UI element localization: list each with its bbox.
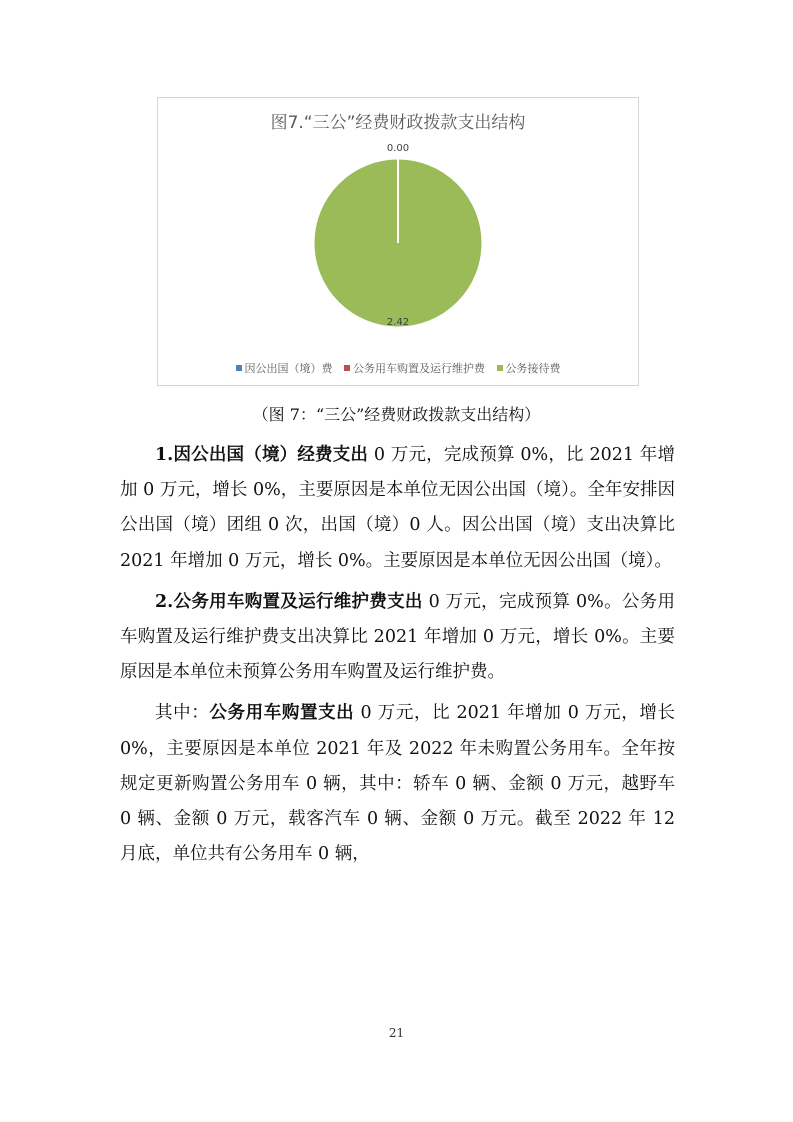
paragraph-heading: 1.因公出国（境）经费支出 — [155, 445, 369, 465]
legend-item-reception — [497, 360, 561, 376]
chart-title: 图7.“三公”经费财政拨款支出结构 — [270, 113, 526, 133]
paragraph-body: 0 万元，完成预算 0%，比 2021 年增加 0 万元，增长 0%，主要原因是本单位无因公出国（境）。全年安排因公出国（境）团组 0 次，出国（境）0 人。因公出国（境）支出决算比 2021 年增加 0 万元，增长 0%。主要原因是本单位无因公出国（境）。 — [120, 445, 675, 571]
pie-chart — [158, 98, 638, 385]
data-label-top: 0.00 — [386, 143, 410, 154]
paragraph-heading: 公务用车购置支出 — [209, 703, 355, 724]
body-text — [120, 438, 675, 872]
chart-legend — [158, 360, 638, 376]
legend-label: 因公出国（境）费 — [244, 362, 333, 375]
chart-container — [157, 97, 639, 386]
paragraph-heading: 2.公务用车购置及运行维护费支出 — [155, 591, 423, 612]
figure-caption: （图 7：“三公”经费财政拨款支出结构） — [252, 405, 541, 424]
legend-item-travel — [236, 360, 333, 376]
paragraph-vehicle-expense — [120, 585, 675, 691]
data-label-bottom: 2.42 — [386, 317, 410, 328]
paragraph-prefix: 其中： — [155, 703, 210, 724]
legend-swatch — [497, 365, 503, 371]
paragraph-travel-expense — [120, 438, 675, 579]
paragraph-vehicle-purchase — [120, 696, 675, 872]
legend-label: 公务接待费 — [505, 362, 561, 375]
paragraph-body: 0 万元，比 2021 年增加 0 万元，增长 0%，主要原因是本单位 2021 年及 2022 年未购置公务用车。全年按规定更新购置公务用车 0 辆，其中：轿车 0 辆、金额 0 万元，越野车 0 辆、金额 0 万元，载客汽车 0 辆、金额 0 万元。截至 2022 年 12 月底，单位共有公务用车 0 辆， — [120, 703, 676, 865]
legend-swatch — [236, 365, 242, 371]
legend-swatch — [344, 365, 350, 371]
paragraph-body: 0 万元，完成预算 0%。公务用车购置及运行维护费支出决算比 2021 年增加 0 万元，增长 0%。主要原因是本单位未预算公务用车购置及运行维护费。 — [120, 591, 675, 683]
legend-label: 公务用车购置及运行维护费 — [353, 362, 485, 375]
page-number: 21 — [388, 1026, 405, 1040]
legend-item-vehicle — [344, 360, 485, 376]
